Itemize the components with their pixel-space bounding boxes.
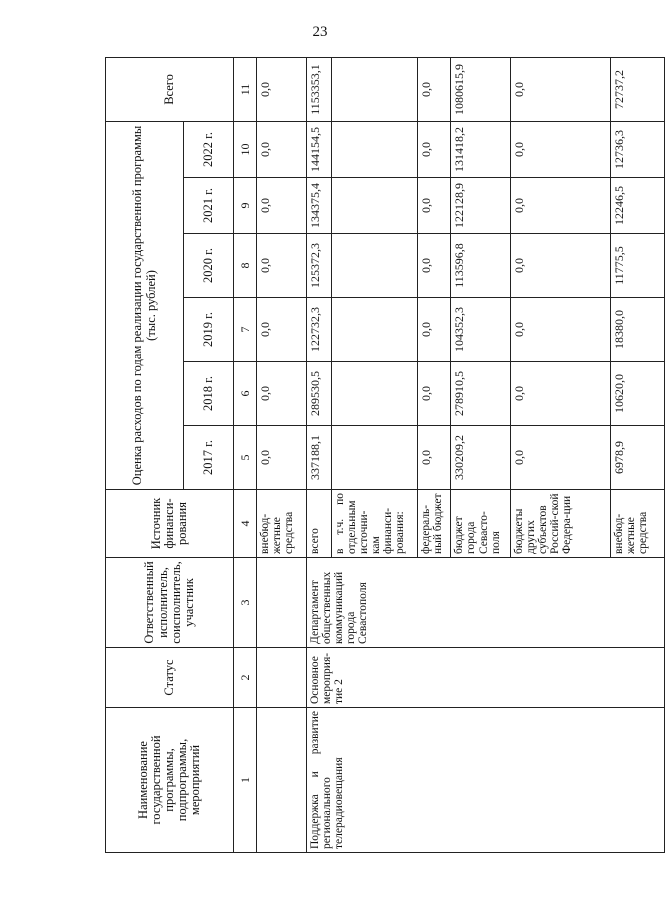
value-cell: 18380,0 [611,298,665,362]
value-cell: 278910,5 [451,362,510,426]
value-cell: 0,0 [510,178,610,234]
col-number: 4 [234,490,256,558]
value-cell: 0,0 [417,178,450,234]
header-year: 2017 г. [184,426,234,490]
header-year: 2020 г. [184,234,234,298]
col-number: 3 [234,558,256,648]
col-number: 1 [234,708,256,853]
header-source: Источник финанси-рования [106,490,234,558]
value-cell: 134375,4 [306,178,331,234]
value-cell: 12246,5 [611,178,665,234]
column-number-row [234,57,256,852]
header-total: Всего [106,57,234,121]
source-cell: в т.ч. по отдельным источни-кам финанси-рования: [331,490,417,558]
source-cell: бюджет города Севасто-поля [451,490,510,558]
value-cell: 11775,5 [611,234,665,298]
value-cell: 0,0 [417,121,450,177]
activity-name: Поддержка и развитие регионального телерадиовещания [306,708,664,853]
table-row [256,57,306,852]
value-cell: 337188,1 [306,426,331,490]
value-cell: 0,0 [417,362,450,426]
value-cell: 0,0 [256,234,306,298]
source-cell: всего [306,490,331,558]
header-year: 2019 г. [184,298,234,362]
value-cell: 0,0 [256,178,306,234]
value-cell: 0,0 [417,234,450,298]
value-cell: 113596,8 [451,234,510,298]
value-cell: 289530,5 [306,362,331,426]
value-cell: 1080615,9 [451,57,510,121]
value-cell: 12736,3 [611,121,665,177]
source-cell: внебюд-жетные средства [256,490,306,558]
header-estimate: Оценка расходов по годам реализации государственной программы (тыс. рублей) [106,121,184,489]
empty-cell [256,558,306,648]
header-row [106,57,184,852]
value-cell: 0,0 [256,298,306,362]
value-cell: 104352,3 [451,298,510,362]
value-cell: 0,0 [256,57,306,121]
header-executor: Ответственный исполнитель, соисполнитель, участник [106,558,234,648]
value-cell: 0,0 [510,298,610,362]
empty-cell [256,708,306,853]
value-cell [331,57,417,121]
header-name: Наименование государственной программы, подпрограммы, мероприятий [106,708,234,853]
value-cell [331,362,417,426]
activity-executor: Департамент общественных коммуникаций города Севастополя [306,558,664,648]
value-cell: 122732,3 [306,298,331,362]
value-cell: 0,0 [510,234,610,298]
col-number: 5 [234,426,256,490]
table-row [306,57,331,852]
value-cell: 0,0 [256,121,306,177]
header-status: Статус [106,648,234,708]
value-cell: 125372,3 [306,234,331,298]
value-cell: 0,0 [417,298,450,362]
value-cell: 0,0 [510,426,610,490]
value-cell [331,234,417,298]
value-cell: 0,0 [256,362,306,426]
activity-status: Основное мероприя-тие 2 [306,648,664,708]
empty-cell [256,648,306,708]
col-number: 8 [234,234,256,298]
value-cell: 10620,0 [611,362,665,426]
col-number: 10 [234,121,256,177]
value-cell: 6978,9 [611,426,665,490]
value-cell: 0,0 [510,57,610,121]
value-cell: 0,0 [510,121,610,177]
col-number: 2 [234,648,256,708]
value-cell: 72737,2 [611,57,665,121]
financing-table [105,57,665,853]
col-number: 11 [234,57,256,121]
header-year: 2018 г. [184,362,234,426]
value-cell: 131418,2 [451,121,510,177]
value-cell: 330209,2 [451,426,510,490]
source-cell: внебюд-жетные средства [611,490,665,558]
value-cell: 0,0 [256,426,306,490]
header-year: 2022 г. [184,121,234,177]
source-cell: бюджеты других субъектов Россий-ской Федера-ции [510,490,610,558]
page-number: 23 [312,24,328,40]
value-cell [331,178,417,234]
value-cell: 1153353,1 [306,57,331,121]
col-number: 6 [234,362,256,426]
value-cell [331,426,417,490]
value-cell [331,298,417,362]
value-cell: 144154,5 [306,121,331,177]
value-cell: 0,0 [417,426,450,490]
source-cell: федераль-ный бюджет [417,490,450,558]
value-cell: 0,0 [417,57,450,121]
col-number: 9 [234,178,256,234]
value-cell: 0,0 [510,362,610,426]
header-year: 2021 г. [184,178,234,234]
col-number: 7 [234,298,256,362]
rotated-table-container [105,58,665,853]
value-cell: 122128,9 [451,178,510,234]
value-cell [331,121,417,177]
